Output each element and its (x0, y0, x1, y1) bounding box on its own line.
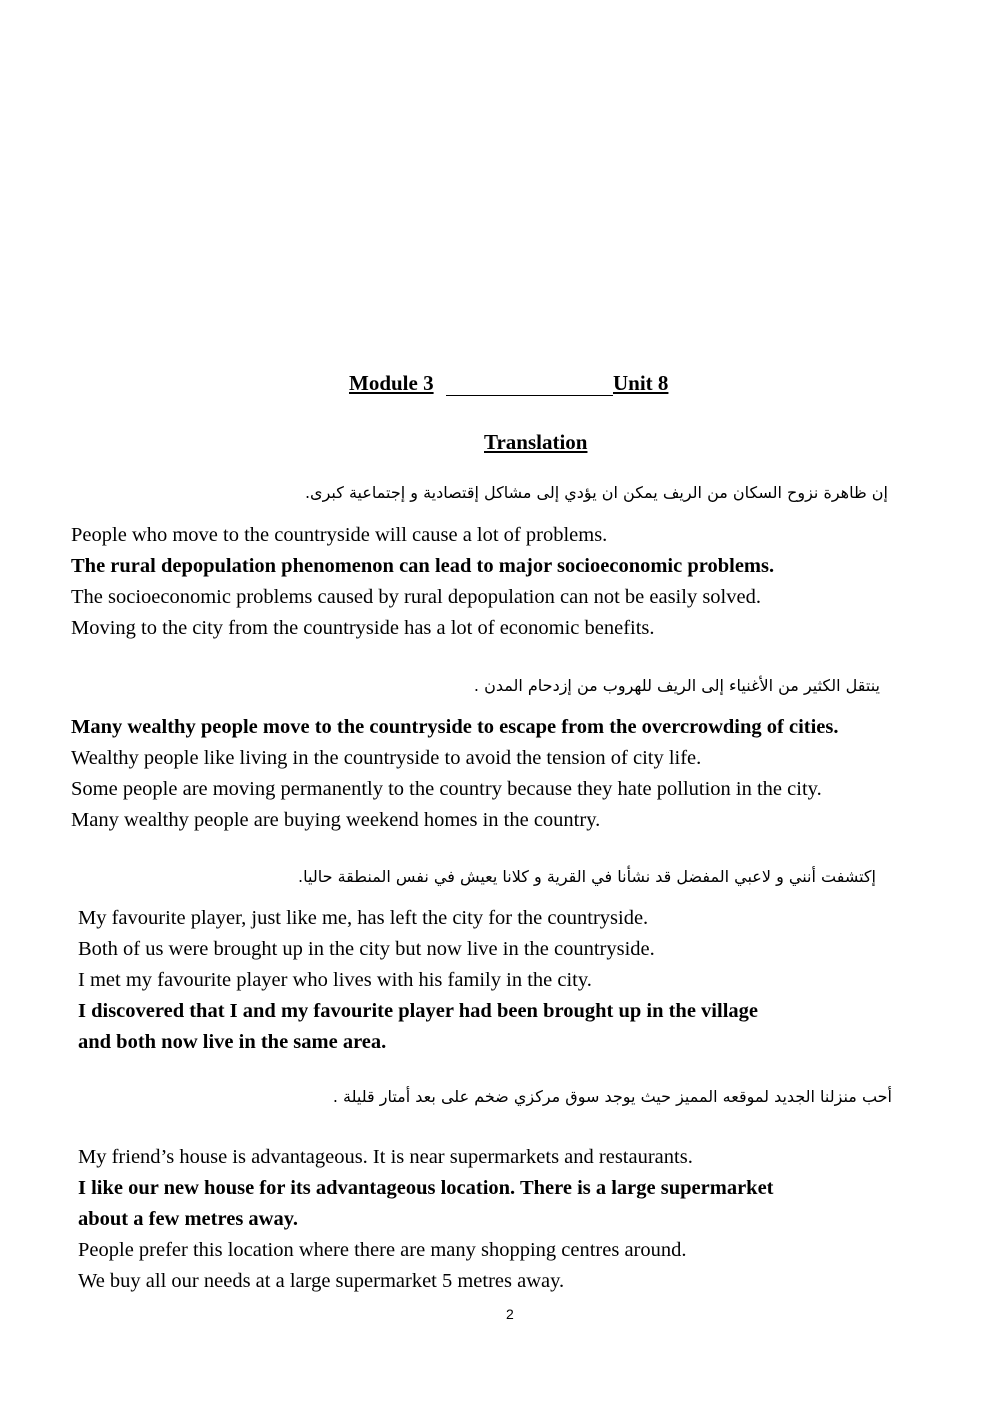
option-text: Both of us were brought up in the city but now live in the countryside. (78, 938, 655, 960)
option-text: Wealthy people like living in the countryside to avoid the tension of city life. (71, 747, 702, 769)
option-text-correct: I discovered that I and my favourite player had been brought up in the village (78, 1000, 758, 1022)
option-text: Many wealthy people are buying weekend homes in the country. (71, 809, 601, 831)
option-text: I met my favourite player who lives with his family in the city. (78, 969, 592, 991)
unit-title: Unit 8 (613, 371, 669, 395)
options-block-4 (78, 1142, 774, 1297)
option-text-correct: The rural depopulation phenomenon can lead to major socioeconomic problems. (71, 555, 775, 577)
arabic-sentence-3: إكتشفت أنني و لاعبي المفضل قد نشأنا في القرية و كلانا يعيش في نفس المنطقة حاليا. (298, 867, 876, 886)
option-text-correct: I like our new house for its advantageous location. There is a large supermarket (78, 1177, 774, 1199)
title-underline-gap (446, 371, 613, 396)
options-block-2 (71, 712, 839, 836)
page-number: 2 (506, 1306, 514, 1322)
arabic-sentence-1: إن ظاهرة نزوح السكان من الريف يمكن ان يؤدي إلى مشاكل إقتصادية و إجتماعية كبرى. (304, 483, 888, 502)
options-block-1 (71, 520, 774, 644)
options-block-3 (78, 903, 758, 1058)
module-title: Module 3 (349, 371, 434, 395)
option-text-correct: Many wealthy people move to the countryside to escape from the overcrowding of cities. (71, 716, 839, 738)
option-text: Some people are moving permanently to the country because they hate pollution in the city. (71, 778, 822, 800)
option-text: My friend’s house is advantageous. It is near supermarkets and restaurants. (78, 1146, 693, 1168)
option-text: Moving to the city from the countryside has a lot of economic benefits. (71, 617, 655, 639)
arabic-sentence-4: أحب منزلنا الجديد لموقعه المميز حيث يوجد سوق مركزي ضخم على بعد أمتار قليلة . (332, 1087, 892, 1106)
option-text-correct: and both now live in the same area. (78, 1031, 387, 1053)
option-text: People prefer this location where there are many shopping centres around. (78, 1239, 687, 1261)
arabic-sentence-2: ينتقل الكثير من الأغنياء إلى الريف للهروب من إزدحام المدن . (473, 676, 880, 695)
option-text-correct: about a few metres away. (78, 1208, 298, 1230)
section-title: Translation (484, 430, 588, 454)
option-text: We buy all our needs at a large supermarket 5 metres away. (78, 1270, 565, 1292)
option-text: People who move to the countryside will cause a lot of problems. (71, 524, 608, 546)
option-text: My favourite player, just like me, has left the city for the countryside. (78, 907, 649, 929)
option-text: The socioeconomic problems caused by rural depopulation can not be easily solved. (71, 586, 761, 608)
